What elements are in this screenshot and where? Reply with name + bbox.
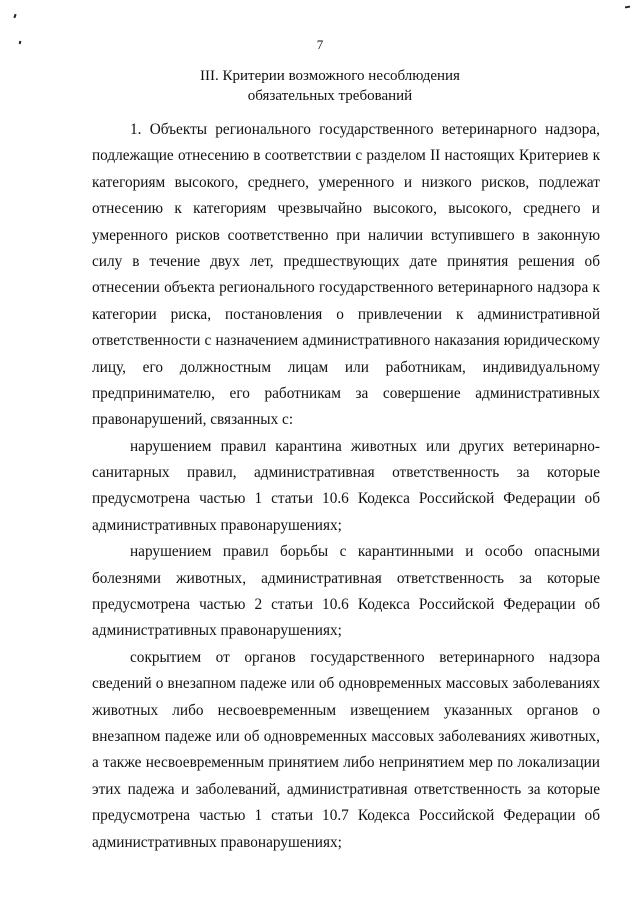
section-title-line: обязательных требований [247,88,413,104]
paragraph-line: правонарушений, связанных с: [92,411,294,429]
paragraph [92,645,600,856]
paragraph-line: животных либо несвоевременным извещением указанных органов о [92,701,600,719]
section-title-line: III. Критерии возможного несоблюдения [200,68,460,84]
scan-speck [13,14,16,18]
paragraph-line: отнесении объекта регионального государственного ветеринарного надзора к [92,279,600,297]
paragraph-line: отнесению к категориям чрезвычайно высокого, высокого, среднего и [92,200,600,218]
paragraph-line: категории риска, постановления о привлечении к административной [92,305,600,323]
paragraph-line: силу в течение двух лет, предшествующих дате принятия решения об [92,252,600,270]
paragraph [92,117,600,434]
paragraph-line: санитарных правил, административная ответственность за которые [92,464,600,482]
paragraph [92,434,600,540]
paragraph-line: а также несвоевременным принятием либо непринятием мер по локализации [92,754,600,772]
paragraph-line: 1. Объекты регионального государственного ветеринарного надзора, [130,121,600,138]
paragraph-line: административных правонарушениях; [92,622,342,640]
paragraph-line: внезапном падеже или об одновременных массовых заболеваниях животных, [92,727,600,745]
paragraph-line: этих падежа и заболеваний, административная ответственность за которые [92,780,600,798]
paragraph-line: сведений о внезапном падеже или об одновременных массовых заболеваниях [92,675,600,693]
paragraph-line: предпринимателю, его работникам за совершение административных [92,384,600,402]
paragraph-line: нарушением правил борьбы с карантинными и особо опасными [130,543,600,561]
paragraph-line: умеренного рисков соответственно при наличии вступившего в законную [92,226,600,244]
scan-speck [625,6,630,9]
paragraph-line: административных правонарушениях; [92,516,342,534]
paragraph-line: административных правонарушениях; [92,833,342,851]
paragraph-line: лицу, его должностным лицам или работникам, индивидуальному [92,358,600,376]
paragraph [92,539,600,645]
paragraph-line: предусмотрена частью 1 статьи 10.7 Кодекса Российской Федерации об [92,807,600,825]
section-title [60,66,600,106]
document-body [92,117,600,856]
paragraph-line: ответственности с назначением административного наказания юридическому [92,332,600,350]
paragraph-line: подлежащие отнесению в соответствии с разделом II настоящих Критериев к [92,147,600,165]
paragraph-line: категориям высокого, среднего, умеренного и низкого рисков, подлежат [92,173,600,191]
paragraph-line: предусмотрена частью 2 статьи 10.6 Кодекса Российской Федерации об [92,596,600,614]
paragraph-line: болезнями животных, административная ответственность за которые [92,569,600,587]
paragraph-line: сокрытием от органов государственного ветеринарного надзора [130,648,600,666]
page-number: 7 [316,37,324,52]
paragraph-line: нарушением правил карантина животных или других ветеринарно- [130,437,600,455]
paragraph-line: предусмотрена частью 1 статьи 10.6 Кодекса Российской Федерации об [92,490,600,508]
